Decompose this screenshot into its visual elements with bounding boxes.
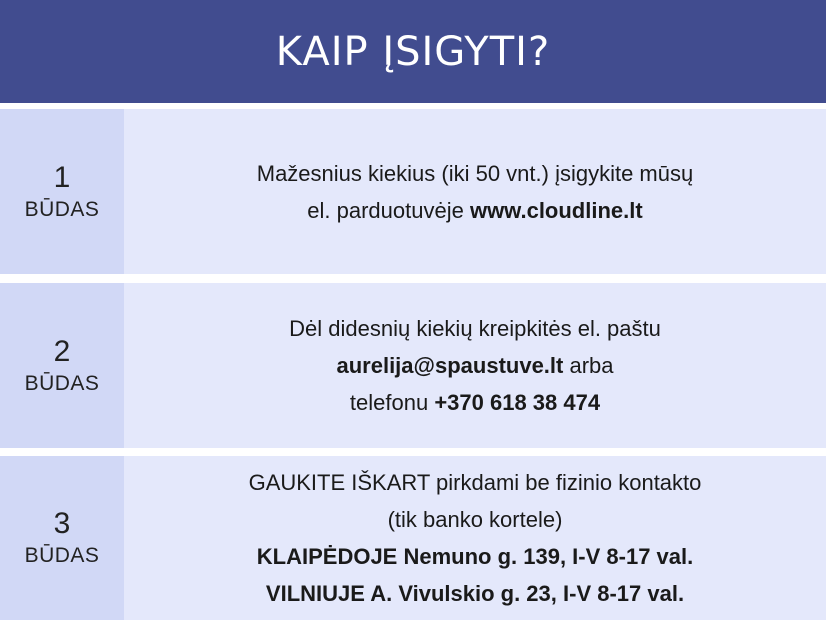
- way-word: BŪDAS: [24, 197, 100, 221]
- way-label-1: [0, 109, 124, 274]
- way-text: arba: [563, 353, 614, 378]
- email-link[interactable]: aurelija@spaustuve.lt: [336, 353, 564, 378]
- way-text-line: [307, 192, 642, 229]
- way-text-line: [350, 384, 600, 421]
- page-title: KAIP ĮSIGYTI?: [275, 28, 551, 75]
- phone-link[interactable]: +370 618 38 474: [434, 390, 601, 415]
- way-text-line: GAUKITE IŠKART pirkdami be fizinio kontakto: [248, 470, 702, 495]
- address-klaipeda: KLAIPĖDOJE Nemuno g. 139, I-V 8-17 val.: [256, 544, 694, 569]
- way-text: el. parduotuvėje: [307, 197, 470, 223]
- way-row-2: [0, 283, 826, 448]
- way-text-line: Mažesnius kiekius (iki 50 vnt.) įsigykite mūsų: [256, 160, 694, 186]
- way-text-line: Dėl didesnių kiekių kreipkitės el. paštu: [289, 316, 661, 341]
- way-word: BŪDAS: [24, 371, 100, 395]
- way-word: BŪDAS: [24, 544, 100, 567]
- way-content-3: [124, 456, 826, 620]
- way-number: 2: [53, 334, 71, 368]
- header-banner: [0, 0, 826, 103]
- way-content-2: [124, 283, 826, 448]
- way-label-2: [0, 283, 124, 448]
- way-number: 3: [53, 507, 71, 540]
- way-row-3: [0, 456, 826, 620]
- website-link[interactable]: www.cloudline.lt: [469, 197, 643, 223]
- way-text-line: (tik banko kortele): [387, 507, 563, 532]
- address-vilnius: VILNIUJE A. Vivulskio g. 23, I-V 8-17 val.: [265, 581, 685, 606]
- way-text: telefonu: [349, 390, 435, 415]
- way-text-line: [336, 347, 613, 384]
- way-number: 1: [53, 160, 71, 194]
- way-content-1: [124, 109, 826, 274]
- way-row-1: [0, 109, 826, 274]
- way-label-3: [0, 456, 124, 620]
